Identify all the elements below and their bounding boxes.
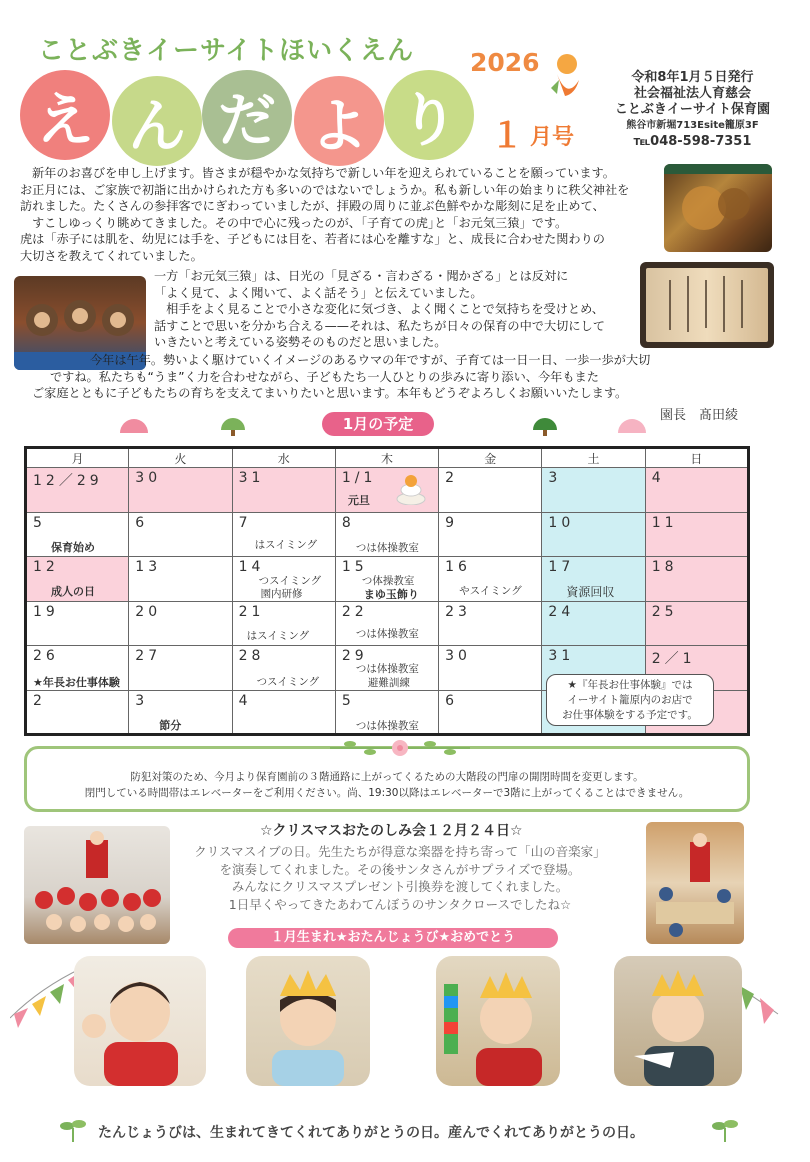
event-label: はスイミング	[254, 538, 318, 551]
calendar-cell: 5 保育始め	[26, 512, 129, 557]
signature: 園長 髙田綾	[660, 408, 739, 423]
calendar-cell: 31	[542, 646, 645, 691]
calendar-cell: 21 はスイミング	[232, 601, 335, 646]
calendar-cell: 16 やスイミング	[439, 557, 542, 602]
calendar-cell: 24	[542, 601, 645, 646]
pine-decoration-icon	[218, 412, 248, 438]
nursery-formal-name: ことぶきイーサイト保育園	[614, 102, 770, 117]
organization: 社会福祉法人育慈会	[633, 86, 751, 101]
title-char-2: ん	[112, 76, 202, 166]
calendar-cell: 4	[232, 690, 335, 735]
calendar-cell: 9	[439, 512, 542, 557]
calendar-cell: 12／29	[26, 468, 129, 513]
calendar-cell: 14 つスイミング 園内研修	[232, 557, 335, 602]
schedule-title: 1月の予定	[322, 412, 434, 436]
month-number: １	[490, 116, 524, 156]
pine-decoration-icon	[530, 412, 560, 438]
calendar-cell: 8 つは体操教室	[335, 512, 438, 557]
fan-decoration-icon	[118, 415, 150, 435]
event-label: つは体操教室	[355, 663, 419, 675]
title-char-4: よ	[294, 76, 384, 166]
event-label: つ体操教室	[361, 575, 415, 587]
greeting-top: 新年のお喜びを申し上げます。皆さまが穏やかな気持ちで新しい年を迎えられていることを願っています。 お正月には、ご家族で初詣に出かけられた方も多いのではないでしょうか。私も新しい年の始まりに秩父神社を 訪れました。たくさんの参拝客でにぎわっていましたが、拝殿の周りに並ぶ色鮮やかな彫刻に足を止めて、 すこしゆっくり眺めてきました。その中で心に残ったのが、｢子育ての虎｣と「お元気三猿」です。 虎は「赤子には肌を、幼児には手を、子どもには目を、若者には心を離すな」と、成長に合わせた関わりの 大切さを教えてくれていました。	[20, 166, 630, 263]
calendar-cell: 20	[129, 601, 232, 646]
publisher-info	[615, 70, 770, 150]
calendar-cell: 27	[129, 646, 232, 691]
event-label: 資源回収	[566, 585, 615, 599]
birthday-child-photo	[614, 956, 742, 1086]
event-label: つスイミング	[258, 575, 322, 587]
calendar-cell: 6	[129, 512, 232, 557]
birthday-banner: １月生まれ★おたんじょうび★おめでとう	[228, 928, 558, 948]
event-label: 避難訓練	[367, 677, 410, 689]
calendar-cell: 13	[129, 557, 232, 602]
calendar-cell: 31	[232, 468, 335, 513]
bunting-flags-icon	[10, 958, 84, 1028]
phone: ℡048-598-7351	[633, 134, 752, 149]
sprout-icon	[60, 1116, 86, 1144]
floral-vine-icon	[330, 738, 470, 758]
birthday-child-photo	[74, 956, 206, 1086]
month-label: 月号	[530, 125, 575, 150]
event-label: まゆ玉飾り	[363, 588, 419, 601]
notice-line: 防犯対策のため、今月より保育園前の３階通路に上がってくるための大階段の門扉の開閉時間を変更します。	[130, 771, 644, 783]
footer-message: たんじょうびは、生まれてきてくれてありがとうの日。産んでくれてありがとうの日。	[98, 1125, 644, 1141]
event-label: 成人の日	[51, 585, 95, 598]
calendar-cell: 4	[645, 468, 748, 513]
calendar-cell: 15 つ体操教室 まゆ玉飾り	[335, 557, 438, 602]
fan-decoration-icon	[616, 415, 648, 435]
publish-date: 令和8年1月５日発行	[631, 70, 754, 85]
event-label: はスイミング	[246, 629, 310, 642]
calendar-cell: 7 はスイミング	[232, 512, 335, 557]
calendar-cell: 12 成人の日	[26, 557, 129, 602]
weekday-header: 土	[542, 448, 645, 468]
tiger-carving-photo	[664, 164, 772, 252]
calendar-cell: 22 つは体操教室	[335, 601, 438, 646]
address: 熊谷市新堀713Esite籠原3F	[626, 120, 759, 131]
title-char-5: り	[384, 70, 474, 160]
calendar-cell: 19	[26, 601, 129, 646]
calendar-cell: 2	[26, 690, 129, 735]
horse-logo-icon	[545, 50, 589, 102]
weekday-header: 木	[335, 448, 438, 468]
title-char-1: え	[20, 70, 110, 160]
calendar-cell: 11	[645, 512, 748, 557]
event-label: つは体操教室	[355, 541, 419, 554]
weekday-header: 水	[232, 448, 335, 468]
event-label: 園内研修	[260, 588, 303, 600]
calendar-cell: 3	[542, 468, 645, 513]
greeting-bottom: 今年は午年。勢いよく駆けていくイメージのあるウマの年ですが、子育ては一日一日、一歩一歩が大切 ですね。私たちも“うま”く力を合わせながら、子どもたち一人ひとりの歩みに寄り添い、今年もまた ご家庭とともに子どもたちの育ちを支えてまいりたいと思います。本年もどうぞよろしくお願いいたします。	[32, 353, 651, 400]
greeting-mid: 一方「お元気三猿」は、日光の「見ざる・言わざる・聞かざる」とは反対に 「よく見て、よく聞いて、よく話そう」と伝えていました。 相手をよく見ることで小さな変化に気づき、よく聞くことで気持ちを受けとめ、 話すことで思いを分かち合える——それは、私たちが日々の保育の中で大切にして いきたいと考えている姿勢そのものだと思いました。	[154, 269, 605, 349]
calendar-cell: 18	[645, 557, 748, 602]
calendar-cell: 23	[439, 601, 542, 646]
notice-line: 閉門している時間帯はエレベーターをご利用ください。尚、19:30以降はエレベーターで3階に上がってくることはできません。	[84, 787, 690, 799]
calendar-cell: 3 節分	[129, 690, 232, 735]
birthday-child-photo	[246, 956, 370, 1086]
event-label: 元旦	[347, 494, 370, 507]
sprout-icon	[712, 1116, 738, 1144]
christmas-group-photo	[24, 826, 170, 944]
event-label: 保育始め	[51, 540, 95, 554]
weekday-header: 金	[439, 448, 542, 468]
weekday-header: 日	[645, 448, 748, 468]
christmas-title: ☆クリスマスおたのしみ会１２月２４日☆	[260, 823, 523, 839]
calendar-cell: 2／1	[645, 646, 748, 691]
event-label: つスイミング	[256, 676, 320, 688]
calendar-cell: 30	[129, 468, 232, 513]
birthday-child-photo	[436, 956, 560, 1086]
nursery-name: ことぶきイーサイトほいくえん	[38, 36, 415, 66]
calendar-cell: 2	[439, 468, 542, 513]
weekday-header: 火	[129, 448, 232, 468]
santa-classroom-photo	[646, 822, 744, 944]
calendar-cell: 26 ★年長お仕事体験	[26, 646, 129, 691]
calendar-cell: 28 つスイミング	[232, 646, 335, 691]
event-label: やスイミング	[459, 585, 522, 597]
kagamimochi-icon	[394, 471, 428, 505]
issue-year: 2026	[470, 48, 540, 77]
event-label: つは体操教室	[355, 627, 419, 640]
event-label: ★年長お仕事体験	[33, 676, 120, 689]
calendar-cell: 1/1 元旦	[335, 468, 438, 513]
calendar-cell: 25	[645, 601, 748, 646]
calendar-cell: 6	[439, 690, 542, 735]
wooden-plaque-photo	[640, 262, 774, 348]
work-experience-callout: ★『年長お仕事体験』では イーサイト籠原内のお店で お仕事体験をする予定です。	[546, 674, 714, 726]
christmas-text: クリスマスイブの日。先生たちが得意な楽器を持ち寄って「山の音楽家」 を演奏してくれました。その後サンタさんがサプライズで登場。 みんなにクリスマスプレゼント引換券を渡してくれました。 1日早くやってきたあわてんぼうのサンタクロースでしたね☆	[194, 844, 606, 912]
calendar-cell: 17 資源回収	[542, 557, 645, 602]
calendar-cell: 10	[542, 512, 645, 557]
calendar-cell: 29 つは体操教室 避難訓練	[335, 646, 438, 691]
title-char-3: だ	[202, 70, 292, 160]
event-label: つは体操教室	[355, 719, 419, 732]
calendar-cell: 5 つは体操教室	[335, 690, 438, 735]
weekday-header: 月	[26, 448, 129, 468]
calendar-cell: 30	[439, 646, 542, 691]
event-label: 節分	[159, 718, 182, 732]
